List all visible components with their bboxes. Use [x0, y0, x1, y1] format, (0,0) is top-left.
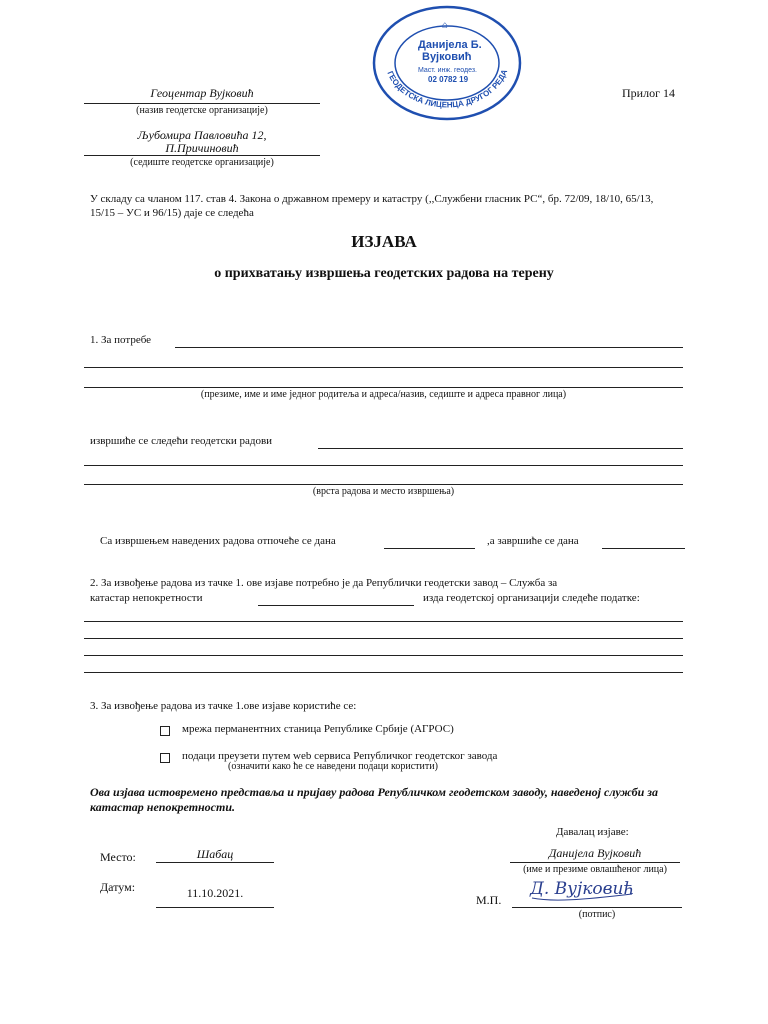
option-caption: (означити како ће се наведени подаци користити): [228, 761, 438, 772]
giver-name: Данијела Вујковић: [548, 846, 642, 860]
works-caption: (врста радова и место извршења): [312, 486, 455, 497]
signature-text: Д. Вујковић: [530, 879, 635, 899]
client-line-1[interactable]: [175, 347, 683, 348]
cadastre-office-line[interactable]: [258, 605, 414, 606]
org-name: Геоцентар Вујковић: [150, 86, 254, 100]
data-line-3[interactable]: [84, 655, 683, 656]
works-line-2[interactable]: [84, 465, 683, 466]
giver-label: Давалац изјаве:: [556, 826, 629, 838]
works-line-3[interactable]: [84, 484, 683, 485]
option-agros-label: мрежа перманентних станица Републике Србије (АГРОС): [182, 723, 454, 735]
appendix-label: Прилог 14: [622, 86, 675, 100]
end-date-line[interactable]: [602, 548, 685, 549]
start-date-line[interactable]: [384, 548, 475, 549]
intro-text: У складу са чланом 117. став 4. Закона о државном премеру и катастру (,,Службени гласник РС“, бр. 72/09, 18/10, 65/13, 15/15 – УС и 96/15) даје се следећа: [90, 193, 654, 219]
stamp-seal: [368, 0, 526, 128]
client-line-2[interactable]: [84, 367, 683, 368]
org-address-line: [84, 155, 320, 156]
mp-label: М.П.: [476, 893, 502, 907]
stamp-line-4: 02 0782 19: [428, 75, 469, 84]
works-label: извршиће се следећи геодетски радови: [90, 435, 273, 447]
agros-checkbox[interactable]: [160, 726, 170, 736]
web-service-checkbox[interactable]: [160, 753, 170, 763]
page-title: ИЗЈАВА: [351, 232, 417, 251]
stamp-emblem-icon: ⌂: [442, 20, 449, 31]
signature-image: [522, 872, 642, 911]
date-label: Датум:: [100, 880, 136, 894]
section2-text-b-left: катастар непокретности: [90, 592, 203, 604]
option-web-service-label: подаци преузети путем web сервиса Републичког геодетског завода: [182, 750, 498, 762]
giver-name-line[interactable]: [510, 862, 680, 863]
stamp-ring-path: ГЕОДЕТСКА ЛИЦЕНЦА ДРУГОГ РЕДА: [385, 68, 510, 110]
data-line-1[interactable]: [84, 621, 683, 622]
start-date-label: Са извршењем наведених радова отпочеће се дана: [100, 535, 336, 547]
page-subtitle: о прихватању извршења геодетских радова на терену: [214, 266, 554, 281]
signature-line[interactable]: [512, 907, 682, 908]
date-line[interactable]: [156, 907, 274, 908]
org-address-2: П.Причиновић: [165, 141, 239, 155]
stamp-line-1: Данијела Б.: [418, 39, 482, 51]
giver-caption: (име и презиме овлашћеног лица): [523, 864, 667, 875]
section1-label: 1. За потребе: [90, 334, 152, 346]
section2-text-b-right: изда геодетској организацији следеће податке:: [423, 592, 640, 604]
signature-caption: (потпис): [578, 909, 616, 920]
official-stamp: [368, 0, 526, 133]
stamp-line-3: Маст. инж. геодез.: [418, 67, 477, 74]
stamp-line-2: Вујковић: [422, 51, 472, 63]
client-line-3[interactable]: [84, 387, 683, 388]
org-name-line: [84, 103, 320, 104]
data-line-2[interactable]: [84, 638, 683, 639]
end-date-label: ,а завршиће се дана: [487, 535, 579, 547]
client-caption: (презиме, име и име једног родитеља и адреса/назив, седиште и адреса правног лица): [200, 389, 567, 400]
place-value: Шабац: [196, 847, 234, 861]
section3-label: 3. За извођење радова из тачке 1.ове изјаве користиће се:: [90, 700, 357, 712]
date-value: 11.10.2021.: [186, 886, 244, 900]
section2-text-a: 2. За извођење радова из тачке 1. ове изјаве потребно је да Републички геодетски завод – Служба за: [90, 577, 558, 589]
notice-text: Ова изјава истовремено представља и пријаву радова Републичком геодетском заводу, наведеној служби за катастар непокретности.: [90, 785, 658, 814]
place-label: Место:: [100, 850, 136, 864]
org-address-1: Љубомира Павловића 12,: [137, 128, 267, 142]
place-line[interactable]: [156, 862, 274, 863]
org-address-caption: (седиште геодетске организације): [130, 157, 274, 168]
works-line-1[interactable]: [318, 448, 683, 449]
org-name-caption: (назив геодетске организације): [136, 105, 268, 116]
data-line-4[interactable]: [84, 672, 683, 673]
